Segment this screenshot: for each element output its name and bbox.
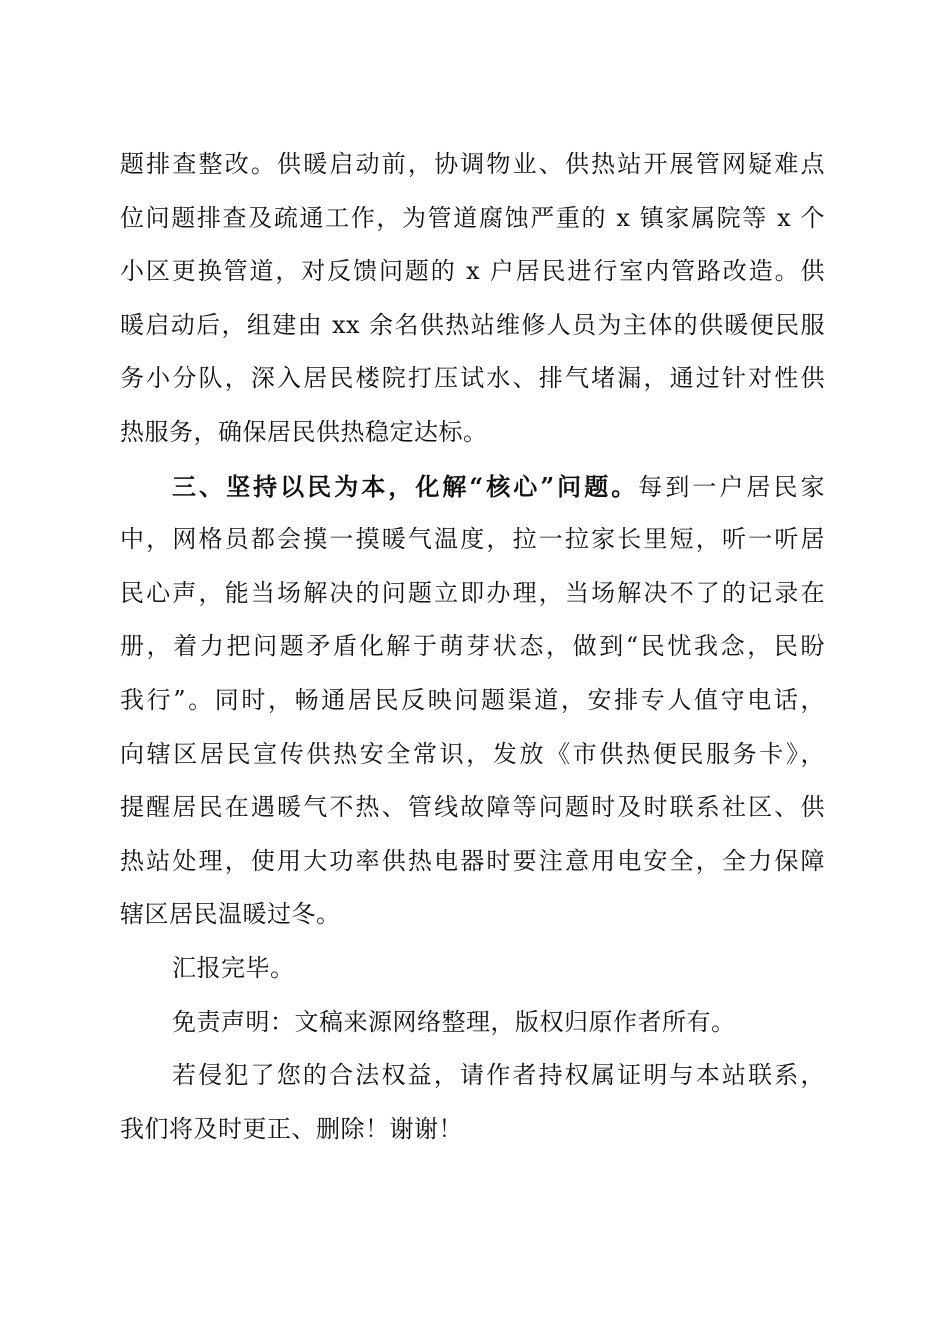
paragraph-line: 热服务，确保居民供热稳定达标。 [120,417,488,446]
paragraph-line: 热站处理，使用大功率供热电器时要注意用电安全，全力保障 [120,846,825,875]
paragraph-first-line [120,460,825,514]
paragraph-line: 册，着力把问题矛盾化解于萌芽状态，做到“民忧我念，民盼 [120,632,825,661]
disclaimer-line: 若侵犯了您的合法权益，请作者持权属证明与本站联系， [172,1061,825,1090]
paragraph-line: 民心声，能当场解决的问题立即办理，当场解决不了的记录在 [120,578,825,607]
disclaimer-line: 我们将及时更正、删除！谢谢！ [120,1114,463,1143]
heading-line-rest: 每到一户居民家 [638,472,826,501]
disclaimer-line: 免责声明：文稿来源网络整理，版权归原作者所有。 [172,1007,736,1036]
paragraph-line: 我行”。同时，畅通居民反映问题渠道，安排专人值守电话， [120,685,825,714]
paragraph-line: 位问题排查及疏通工作，为管道腐蚀严重的 x 镇家属院等 x 个 [120,203,825,232]
paragraph-heating-maintenance [120,138,825,460]
paragraph-line: 提醒居民在遇暖气不热、管线故障等问题时及时联系社区、供 [120,793,825,822]
paragraph-line: 题排查整改。供暖启动前，协调物业、供热站开展管网疑难点 [120,150,825,178]
paragraph-line: 务小分队，深入居民楼院打压试水、排气堵漏，通过针对性供 [120,364,825,393]
paragraph-people-first [120,460,825,942]
closing-remark: 汇报完毕。 [172,953,295,982]
paragraph-line: 暖启动后，组建由 xx 余名供热站维修人员为主体的供暖便民服 [120,310,825,339]
document-body [120,138,825,1156]
paragraph-line: 辖区居民温暖过冬。 [120,900,341,929]
paragraph-line: 中，网格员都会摸一摸暖气温度，拉一拉家长里短，听一听居 [120,525,825,554]
section-heading: 三、坚持以民为本，化解“核心”问题。 [172,471,639,501]
paragraph-line: 小区更换管道，对反馈问题的 x 户居民进行室内管路改造。供 [120,257,825,286]
paragraph-line: 向辖区居民宣传供热安全常识，发放《市供热便民服务卡》， [120,739,825,768]
